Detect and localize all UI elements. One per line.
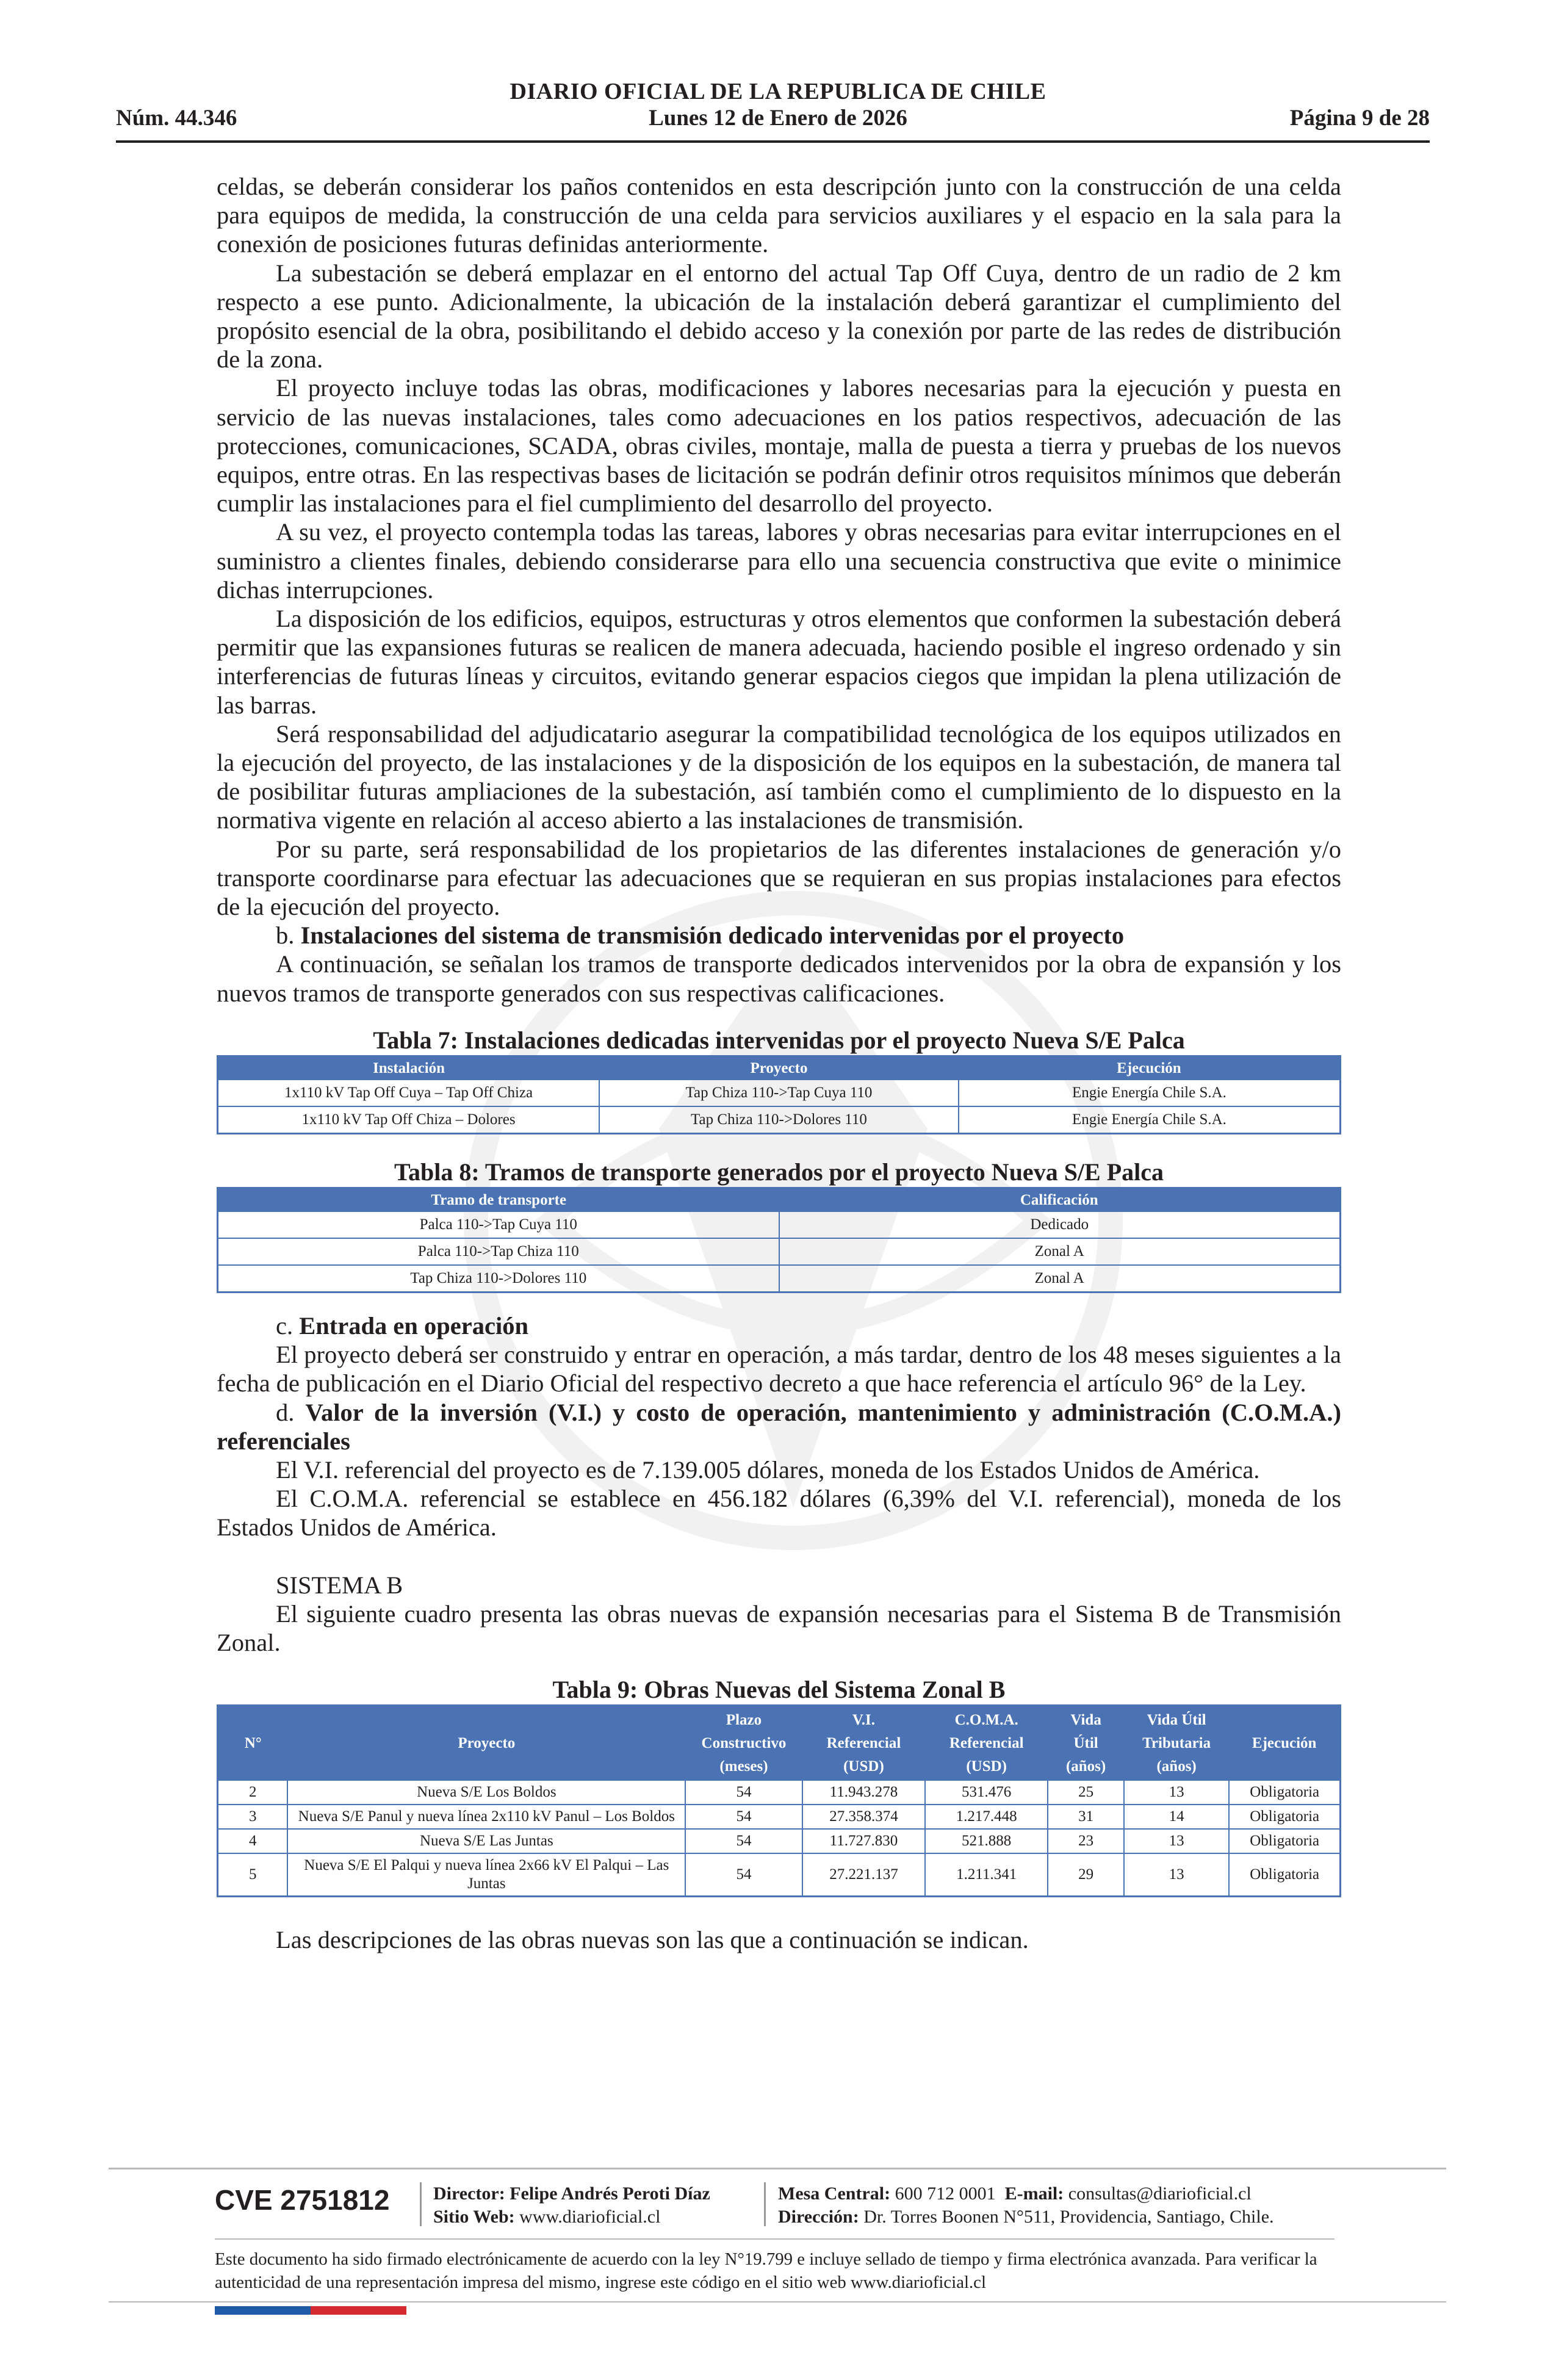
- mesa-phone: 600 712 0001: [895, 2183, 996, 2204]
- table-header: Calificación: [779, 1188, 1341, 1212]
- header-rule: [116, 140, 1430, 143]
- table-header: Ejecución: [1229, 1706, 1340, 1781]
- paragraph: Será responsabilidad del adjudicatario asegurar la compatibilidad tecnológica de los equipos utilizados en la ejecución del proyecto, de las instalaciones y de la disposición de los equipos en la subestación, de manera tal de posibilitar futuras ampliaciones de la subestación, así también como el cumplimiento de lo dispuesto en la normativa vigente en relación al acceso abierto a las instalaciones de transmisión.: [217, 719, 1341, 834]
- site-link[interactable]: www.diarioficial.cl: [519, 2207, 661, 2227]
- section-label: b.: [276, 921, 295, 950]
- table-cell: 27.358.374: [802, 1805, 925, 1829]
- header-line: Útil: [1073, 1735, 1098, 1752]
- table-cell: Nueva S/E Los Boldos: [287, 1781, 685, 1805]
- header-line: V.I.: [852, 1712, 875, 1729]
- table-cell: Tap Chiza 110->Tap Cuya 110: [599, 1080, 959, 1106]
- header-line: Plazo: [726, 1712, 762, 1729]
- table-cell: 1.217.448: [925, 1805, 1048, 1829]
- table-cell: Tap Chiza 110->Dolores 110: [218, 1265, 779, 1293]
- table-cell: 521.888: [925, 1829, 1048, 1853]
- section-heading-b: [217, 921, 1341, 950]
- email-link[interactable]: consultas@diarioficial.cl: [1068, 2183, 1252, 2204]
- table-cell: 3: [218, 1805, 288, 1829]
- header-line: (años): [1065, 1758, 1106, 1775]
- table-header: [685, 1706, 802, 1781]
- email-label: E-mail:: [1004, 2183, 1064, 2204]
- table-cell: 29: [1048, 1853, 1124, 1897]
- direccion-label: Dirección:: [778, 2207, 859, 2227]
- paragraph: celdas, se deberán considerar los paños contenidos en esta descripción junto con la construcción de una celda para equipos de medida, la construcción de una celda para servicios auxiliares y el espacio en la sala para la conexión de posiciones futuras definidas anteriormente.: [217, 173, 1341, 258]
- header-line: Constructivo: [701, 1735, 787, 1752]
- header-line: (meses): [719, 1758, 768, 1775]
- paragraph: El proyecto deberá ser construido y entrar en operación, a más tardar, dentro de los 48 meses siguientes a la fecha de publicación en el Diario Oficial del respectivo decreto a que hace referencia el artículo 96° de la Ley.: [217, 1341, 1341, 1397]
- table-cell: Obligatoria: [1229, 1829, 1340, 1853]
- table-header: [925, 1706, 1048, 1781]
- table-cell: Palca 110->Tap Cuya 110: [218, 1212, 779, 1238]
- paragraph: El siguiente cuadro presenta las obras nuevas de expansión necesarias para el Sistema B de Transmisión Zonal.: [217, 1599, 1341, 1656]
- table-7: [217, 1055, 1341, 1134]
- table-cell: Tap Chiza 110->Dolores 110: [599, 1106, 959, 1134]
- table-header: Proyecto: [287, 1706, 685, 1781]
- table-caption: Tabla 9: Obras Nuevas del Sistema Zonal B: [552, 1676, 1006, 1704]
- footer-director-block: [433, 2182, 710, 2229]
- paragraph: El C.O.M.A. referencial se establece en 456.182 dólares (6,39% del V.I. referencial), moneda de los Estados Unidos de América.: [217, 1485, 1341, 1542]
- flag-stripe-blue: [215, 2306, 311, 2315]
- table-cell: 54: [685, 1805, 802, 1829]
- table-cell: 4: [218, 1829, 288, 1853]
- header-line: (años): [1156, 1758, 1197, 1775]
- direccion-value: Dr. Torres Boonen N°511, Providencia, Santiago, Chile.: [863, 2207, 1274, 2227]
- footer-divider: [764, 2182, 766, 2226]
- document-body: [217, 172, 1341, 1954]
- table-caption: Tabla 7: Instalaciones dedicadas intervenidas por el proyecto Nueva S/E Palca: [373, 1026, 1185, 1054]
- paragraph: La disposición de los edificios, equipos, estructuras y otros elementos que conformen la subestación deberá permitir que las expansiones futuras se realicen de manera adecuada, haciendo posible el ingreso ordenado y sin interferencias de futuras líneas y circuitos, evitando generar espacios ciegos que impidan la plena utilización de las barras.: [217, 605, 1341, 719]
- section-label: c.: [276, 1311, 294, 1340]
- table-row: [218, 1238, 1341, 1265]
- table-row: [218, 1781, 1341, 1805]
- table-cell: 25: [1048, 1781, 1124, 1805]
- flag-stripe-red: [311, 2306, 406, 2315]
- footer-rule: [215, 2238, 1334, 2240]
- table-cell: 11.727.830: [802, 1829, 925, 1853]
- table-row: [218, 1106, 1341, 1134]
- paragraph: La subestación se deberá emplazar en el entorno del actual Tap Off Cuya, dentro de un radio de 2 km respecto a ese punto. Adicionalmente, la ubicación de la instalación deberá garantizar el cumplimiento del propósito esencial de la obra, posibilitando el debido acceso y la conexión por parte de las redes de distribución de la zona.: [217, 259, 1341, 373]
- table-header: Ejecución: [959, 1056, 1341, 1080]
- table-row: [218, 1080, 1341, 1106]
- paragraph: El proyecto incluye todas las obras, modificaciones y labores necesarias para la ejecución y puesta en servicio de las nuevas instalaciones, tales como adecuaciones en los patios respectivos, adecuación de las protecciones, comunicaciones, SCADA, obras civiles, montaje, malla de puesta a tierra y pruebas de los nuevos equipos, entre otras. En las respectivas bases de licitación se podrán definir otros requisitos mínimos que deberán cumplir las instalaciones para el fiel cumplimiento del desarrollo del proyecto.: [217, 374, 1341, 517]
- paragraph: A su vez, el proyecto contempla todas las tareas, labores y obras necesarias para evitar interrupciones en el suministro a clientes finales, debiendo considerarse para ello una secuencia constructiva que evite o minimice dichas interrupciones.: [217, 518, 1341, 604]
- issue-date: Lunes 12 de Enero de 2026: [649, 106, 907, 131]
- table-9: [217, 1704, 1341, 1897]
- footer-contact-block: [778, 2182, 1274, 2229]
- section-heading-c: [217, 1311, 1341, 1340]
- table-cell: Engie Energía Chile S.A.: [959, 1080, 1341, 1106]
- paragraph: Por su parte, será responsabilidad de los propietarios de las diferentes instalaciones de generación y/o transporte coordinarse para efectuar las adecuaciones que se requieran en sus propias instalaciones para efectos de la ejecución del proyecto.: [217, 835, 1341, 921]
- table-cell: 54: [685, 1781, 802, 1805]
- table-cell: Obligatoria: [1229, 1805, 1340, 1829]
- signature-note: Este documento ha sido firmado electrónicamente de acuerdo con la ley N°19.799 e incluye sellado de tiempo y firma electrónica avanzada. Para verificar la autenticidad de una representación impresa del mismo, ingrese este código en el sitio web www.diarioficial.cl: [215, 2249, 1317, 2292]
- table-cell: Dedicado: [779, 1212, 1341, 1238]
- header-line: Vida: [1070, 1712, 1101, 1729]
- sistema-heading: SISTEMA B: [276, 1571, 403, 1599]
- issue-number: Núm. 44.346: [116, 106, 237, 131]
- table-header: Tramo de transporte: [218, 1188, 779, 1212]
- paragraph: Las descripciones de las obras nuevas son las que a continuación se indican.: [276, 1926, 1029, 1954]
- table-cell: 13: [1124, 1781, 1229, 1805]
- table-header: Proyecto: [599, 1056, 959, 1080]
- table-cell: 13: [1124, 1853, 1229, 1897]
- header-line: Referencial: [949, 1735, 1024, 1752]
- table-cell: 1x110 kV Tap Off Cuya – Tap Off Chiza: [218, 1080, 600, 1106]
- header-line: C.O.M.A.: [954, 1712, 1018, 1729]
- footer-rule: [109, 2168, 1446, 2169]
- newspaper-title: DIARIO OFICIAL DE LA REPUBLICA DE CHILE: [510, 79, 1046, 104]
- page-number: Página 9 de 28: [1289, 106, 1430, 131]
- table-cell: Obligatoria: [1229, 1853, 1340, 1897]
- table-cell: Palca 110->Tap Chiza 110: [218, 1238, 779, 1265]
- table-cell: 14: [1124, 1805, 1229, 1829]
- table-row: [218, 1853, 1341, 1897]
- table-header: Instalación: [218, 1056, 600, 1080]
- table-cell: Nueva S/E Las Juntas: [287, 1829, 685, 1853]
- director-name: Felipe Andrés Peroti Díaz: [510, 2183, 710, 2204]
- table-cell: 31: [1048, 1805, 1124, 1829]
- table-cell: 54: [685, 1829, 802, 1853]
- table-header: [802, 1706, 925, 1781]
- table-cell: 27.221.137: [802, 1853, 925, 1897]
- header-line: Vida Útil: [1147, 1712, 1206, 1729]
- table-cell: Obligatoria: [1229, 1781, 1340, 1805]
- section-title: Valor de la inversión (V.I.) y costo de operación, mantenimiento y administración (C.O.M.A.) referenciales: [217, 1398, 1341, 1455]
- header-line: Tributaria: [1142, 1735, 1211, 1752]
- table-cell: 54: [685, 1853, 802, 1897]
- table-row: [218, 1805, 1341, 1829]
- table-row: [218, 1212, 1341, 1238]
- table-cell: Zonal A: [779, 1238, 1341, 1265]
- table-caption: Tabla 8: Tramos de transporte generados por el proyecto Nueva S/E Palca: [394, 1158, 1164, 1186]
- table-cell: 5: [218, 1853, 288, 1897]
- header-line: Referencial: [826, 1735, 901, 1752]
- table-cell: 13: [1124, 1829, 1229, 1853]
- section-title: Instalaciones del sistema de transmisión dedicado intervenidas por el proyecto: [300, 921, 1125, 950]
- table-cell: Engie Energía Chile S.A.: [959, 1106, 1341, 1134]
- footer-rule: [109, 2301, 1446, 2302]
- table-row: [218, 1829, 1341, 1853]
- paragraph: El V.I. referencial del proyecto es de 7.139.005 dólares, moneda de los Estados Unidos de América.: [276, 1455, 1260, 1484]
- table-header: [1124, 1706, 1229, 1781]
- table-cell: Nueva S/E Panul y nueva línea 2x110 kV Panul – Los Boldos: [287, 1805, 685, 1829]
- section-heading-d: [217, 1398, 1341, 1455]
- table-8: [217, 1187, 1341, 1293]
- section-label: d.: [276, 1398, 295, 1426]
- mesa-label: Mesa Central:: [778, 2183, 891, 2204]
- table-cell: 11.943.278: [802, 1781, 925, 1805]
- section-title: Entrada en operación: [299, 1311, 528, 1340]
- footer-divider: [420, 2182, 422, 2226]
- site-label: Sitio Web:: [433, 2207, 515, 2227]
- header-line: (USD): [843, 1758, 884, 1775]
- table-cell: 23: [1048, 1829, 1124, 1853]
- table-cell: 1.211.341: [925, 1853, 1048, 1897]
- paragraph: A continuación, se señalan los tramos de transporte dedicados intervenidos por la obra de expansión y los nuevos tramos de transporte generados con sus respectivas calificaciones.: [217, 950, 1341, 1007]
- table-cell: 1x110 kV Tap Off Chiza – Dolores: [218, 1106, 600, 1134]
- table-cell: 531.476: [925, 1781, 1048, 1805]
- director-label: Director:: [433, 2183, 505, 2204]
- table-cell: Zonal A: [779, 1265, 1341, 1293]
- cve-code: CVE 2751812: [215, 2184, 390, 2216]
- table-header: N°: [218, 1706, 288, 1781]
- table-header: [1048, 1706, 1124, 1781]
- header-line: (USD): [966, 1758, 1007, 1775]
- table-cell: Nueva S/E El Palqui y nueva línea 2x66 kV El Palqui – Las Juntas: [287, 1853, 685, 1897]
- table-cell: 2: [218, 1781, 288, 1805]
- table-row: [218, 1265, 1341, 1293]
